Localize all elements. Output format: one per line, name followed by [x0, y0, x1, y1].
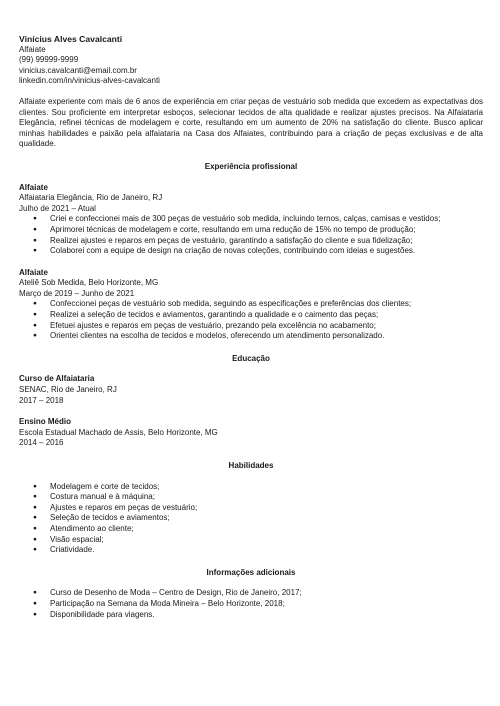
education-section-title: Educação	[232, 353, 270, 363]
skill-item: ● Costura manual e à máquina;	[19, 492, 483, 503]
job-title: Alfaiate	[19, 182, 48, 192]
experience-section-title: Experiência profissional	[204, 161, 298, 171]
skill-item: ● Ajustes e reparos em peças de vestuário;	[19, 503, 483, 514]
candidate-role: Alfaiate	[19, 44, 46, 54]
candidate-linkedin: linkedin.com/in/vinicius-alves-cavalcanti	[19, 76, 160, 86]
education-entry	[19, 374, 483, 406]
skill-item: ● Modelagem e corte de tecidos;	[19, 482, 483, 493]
skill-item: ● Visão espacial;	[19, 535, 483, 546]
job-bullet-list	[19, 299, 483, 341]
candidate-name: Vinícius Alves Cavalcanti	[19, 34, 123, 44]
skills-section-title: Habilidades	[228, 461, 274, 470]
job-bullet: ● Orientei clientes na escolha de tecidos e modelos, oferecendo um atendimento personalizado.	[19, 331, 483, 342]
skills-list	[19, 482, 483, 556]
candidate-phone: (99) 99999-9999	[19, 55, 79, 65]
resume-header	[19, 34, 483, 87]
skill-item: ● Criatividade.	[19, 545, 483, 556]
education-period: 2017 – 2018	[19, 395, 64, 405]
job-bullet: ● Realizei ajustes e reparos em peças de vestuário, garantindo a satisfação do cliente e sua fidelização;	[19, 236, 483, 247]
additional-info-item: ● Curso de Desenho de Moda – Centro de Design, Rio de Janeiro, 2017;	[19, 588, 483, 599]
education-school: Escola Estadual Machado de Assis, Belo Horizonte, MG	[19, 427, 218, 437]
education-school: SENAC, Rio de Janeiro, RJ	[19, 385, 117, 395]
candidate-email: vinicius.cavalcanti@email.com.br	[19, 65, 137, 75]
education-title: Ensino Médio	[19, 417, 71, 427]
education-period: 2014 – 2016	[19, 438, 64, 448]
additional-section-title: Informações adicionais	[206, 567, 296, 577]
job-bullet: ● Colaborei com a equipe de design na criação de novas coleções, contribuindo com ideias e sugestões.	[19, 246, 483, 257]
job-entry	[19, 268, 483, 342]
job-company: Alfaiataria Elegância, Rio de Janeiro, RJ	[19, 193, 163, 203]
education-entry	[19, 417, 483, 449]
skill-item: ● Atendimento ao cliente;	[19, 524, 483, 535]
resume-page	[19, 34, 483, 620]
job-bullet: ● Realizei a seleção de tecidos e aviamentos, garantindo a qualidade e o caimento das peças;	[19, 310, 483, 321]
job-period: Março de 2019 – Junho de 2021	[19, 288, 135, 298]
education-title: Curso de Alfaiataria	[19, 374, 95, 384]
additional-info-item: ● Participação na Semana da Moda Mineira – Belo Horizonte, 2018;	[19, 599, 483, 610]
skill-item: ● Seleção de tecidos e aviamentos;	[19, 513, 483, 524]
job-bullet: ● Criei e confeccionei mais de 300 peças de vestuário sob medida, incluindo ternos, calças, camisas e vestidos;	[19, 214, 483, 225]
job-bullet-list	[19, 214, 483, 256]
job-company: Ateliê Sob Medida, Belo Horizonte, MG	[19, 278, 159, 288]
job-bullet: ● Efetuei ajustes e reparos em peças de vestuário, prezando pela excelência no acabamento;	[19, 321, 483, 332]
job-title: Alfaiate	[19, 267, 48, 277]
job-bullet: ● Confeccionei peças de vestuário sob medida, seguindo as especificações e preferências dos clientes;	[19, 299, 483, 310]
additional-info-item: ● Disponibilidade para viagens.	[19, 610, 483, 621]
professional-summary: Alfaiate experiente com mais de 6 anos de experiência em criar peças de vestuário sob medida que excedem as expectativas dos clientes. Sou proficiente em interpretar esboços, selecionar tecidos de alta qualidade e realizar ajustes precisos. Na Alfaiataria Elegância, refinei técnicas de modelagem e corte, resultando em um aumento de 20% na satisfação do cliente. Busco aplicar minhas habilidades e paixão pela alfaiataria na Casa dos Alfaiates, contribuindo para a criação de peças exclusivas e de alta qualidade.	[19, 96, 483, 149]
job-bullet: ● Aprimorei técnicas de modelagem e corte, resultando em uma redução de 15% no tempo de produção;	[19, 225, 483, 236]
job-entry	[19, 183, 483, 257]
job-period: Julho de 2021 – Atual	[19, 203, 96, 213]
additional-info-list	[19, 588, 483, 620]
